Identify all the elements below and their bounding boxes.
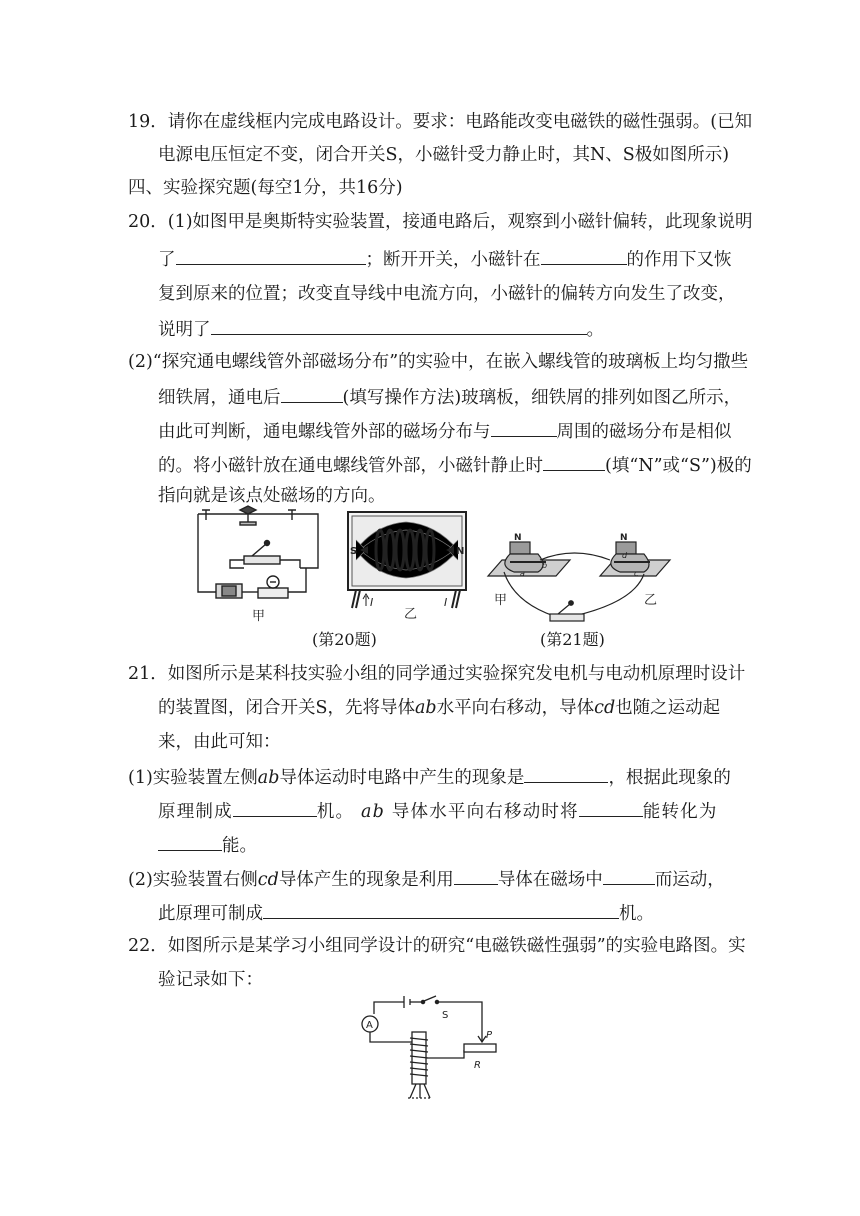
- q20-p2-line-5: 指向就是该点处磁场的方向。: [158, 486, 386, 506]
- caption-q20: (第20题): [312, 630, 377, 649]
- mark-c: c: [634, 569, 639, 578]
- mark-b: b: [542, 561, 548, 570]
- answer-blank[interactable]: [541, 246, 627, 265]
- answer-blank[interactable]: [233, 798, 317, 817]
- answer-blank[interactable]: [543, 452, 605, 471]
- mark-n-right: N: [456, 546, 465, 557]
- solenoid-filings-figure: [346, 510, 468, 620]
- answer-blank[interactable]: [158, 832, 222, 851]
- q21-line-3: 来，由此可知：: [158, 732, 281, 752]
- q21-p1-line-1: (1)实验装置左侧ab导体运动时电路中产生的现象是 ，根据此现象的: [128, 764, 731, 790]
- q21-line-1: 21．如图所示是某科技实验小组的同学通过实验探究发电机与电动机原理时设计: [128, 664, 746, 684]
- label-jia: 甲: [252, 609, 266, 624]
- q21-line-2: 的装置图，闭合开关S，先将导体ab水平向右移动，导体cd也随之运动起: [158, 698, 721, 718]
- answer-blank[interactable]: [263, 900, 619, 919]
- q20-p1-line-4: 说明了 。: [158, 316, 604, 342]
- q20-p1-line-3: 复到原来的位置；改变直导线中电流方向，小磁针的偏转方向发生了改变，: [158, 284, 736, 304]
- mark-n-left-magnet: N: [514, 533, 522, 543]
- q21-p1-line-2: 原理制成 机。 ab 导体水平向右移动时将 能转化为: [158, 798, 718, 824]
- label-yi-21: 乙: [644, 593, 658, 608]
- oersted-circuit-figure: [190, 508, 330, 626]
- mark-a: a: [520, 569, 525, 578]
- mark-s-left: S: [350, 546, 358, 557]
- q20-p2-line-2: 细铁屑，通电后 (填写操作方法)玻璃板，细铁屑的排列如图乙所示，: [158, 384, 741, 410]
- answer-blank[interactable]: [579, 798, 643, 817]
- label-yi: 乙: [404, 607, 418, 622]
- electromagnet-circuit-figure: [360, 994, 500, 1112]
- q21-p1-line-3: 能。: [158, 832, 257, 858]
- answer-blank[interactable]: [491, 418, 557, 437]
- q20-p2-line-1: (2)“探究通电螺线管外部磁场分布”的实验中，在嵌入螺线管的玻璃板上均匀撒些: [128, 352, 749, 372]
- mark-i-left: I: [370, 596, 374, 609]
- generator-motor-figure: [484, 532, 674, 634]
- caption-q21: (第21题): [540, 630, 605, 649]
- q19-line-2: 电源电压恒定不变，闭合开关S，小磁针受力静止时，其N、S极如图所示): [158, 145, 730, 165]
- q20-p2-line-3: 由此可判断，通电螺线管外部的磁场分布与 周围的磁场分布是相似: [158, 418, 732, 444]
- q20-p1-line-2: 了 ；断开开关，小磁针在 的作用下又恢: [158, 246, 732, 272]
- mark-n-right-magnet: N: [620, 533, 628, 543]
- answer-blank[interactable]: [524, 764, 608, 783]
- answer-blank[interactable]: [211, 316, 587, 335]
- mark-p: P: [486, 1030, 493, 1041]
- answer-blank[interactable]: [603, 866, 655, 885]
- answer-blank[interactable]: [454, 866, 498, 885]
- mark-r: R: [474, 1060, 481, 1071]
- q20-p2-line-4: 的。将小磁针放在通电螺线管外部，小磁针静止时 (填“N”或“S”)极的: [158, 452, 752, 478]
- answer-blank[interactable]: [281, 384, 343, 403]
- q20-p1-line-1: 20．(1)如图甲是奥斯特实验装置，接通电路后，观察到小磁针偏转，此现象说明: [128, 212, 753, 232]
- label-jia-21: 甲: [494, 593, 508, 608]
- q21-p2-line-2: 此原理可制成 机。: [158, 900, 654, 926]
- answer-blank[interactable]: [176, 246, 366, 265]
- q22-line-2: 验记录如下：: [158, 970, 263, 990]
- ammeter-icon: A: [366, 1020, 373, 1031]
- section-heading: 四、实验探究题(每空1分，共16分): [128, 178, 403, 198]
- mark-i-right: I: [444, 596, 448, 609]
- q22-line-1: 22．如图所示是某学习小组同学设计的研究“电磁铁磁性强弱”的实验电路图。实: [128, 936, 746, 956]
- q19-line-1: 19．请你在虚线框内完成电路设计。要求：电路能改变电磁铁的磁性强弱。(已知: [128, 112, 753, 132]
- mark-d: d: [622, 551, 628, 560]
- mark-s-switch: S: [442, 1010, 449, 1021]
- q21-p2-line-1: (2)实验装置右侧cd导体产生的现象是利用 导体在磁场中 而运动，: [128, 866, 725, 892]
